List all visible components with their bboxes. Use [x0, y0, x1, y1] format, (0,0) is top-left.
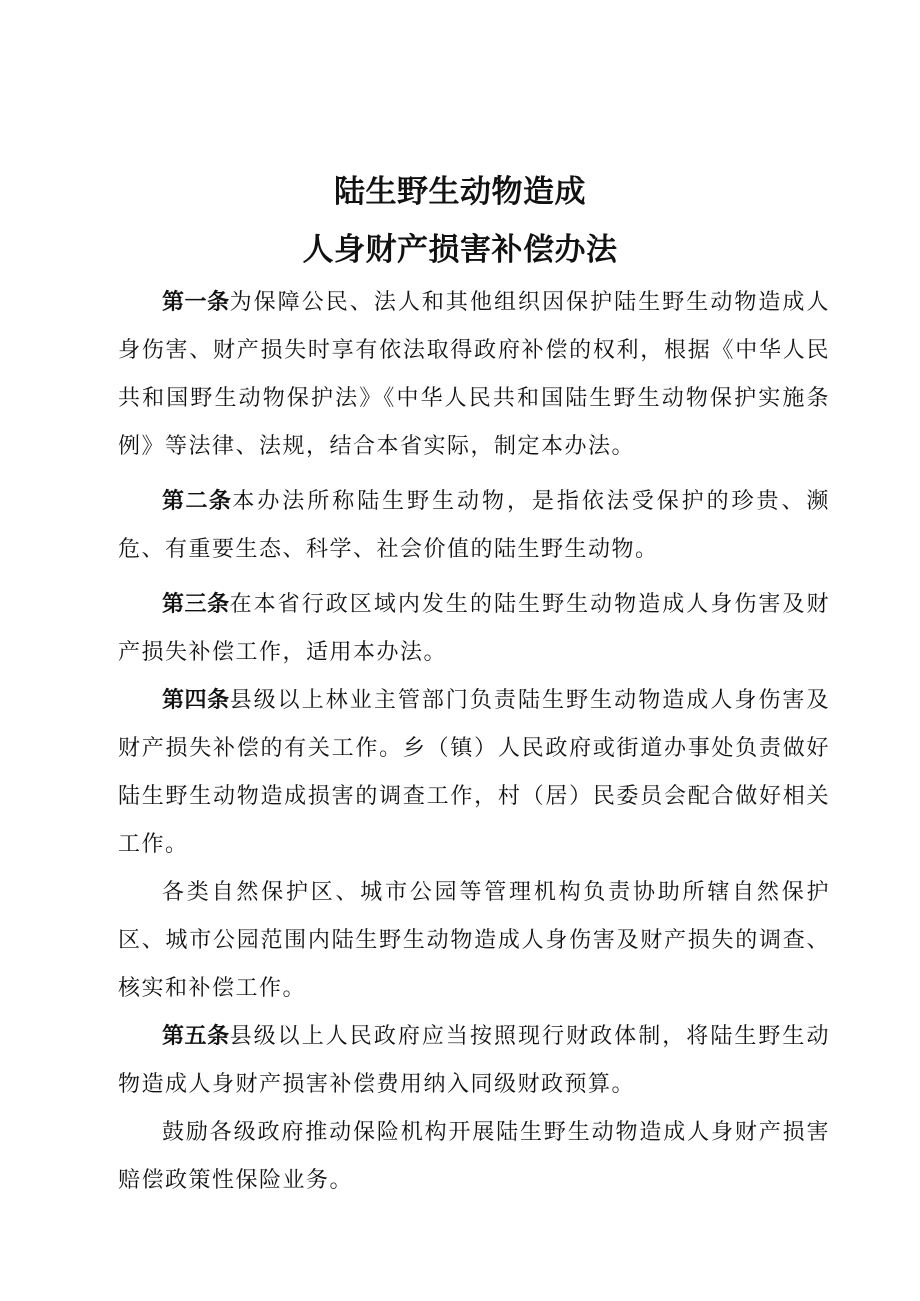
article-5-paragraph: [118, 1013, 830, 1109]
article-4-label: 第四条: [162, 688, 230, 713]
article-1-label: 第一条: [162, 290, 230, 315]
article-5-continuation-text: 鼓励各级政府推动保险机构开展陆生野生动物造成人身财产损害赔偿政策性保险业务。: [118, 1120, 830, 1193]
article-5-text: 县级以上人民政府应当按照现行财政体制，将陆生野生动物造成人身财产损害补偿费用纳入同级财政预算。: [118, 1024, 830, 1097]
article-4-continuation-paragraph: [118, 869, 830, 1013]
article-5-label: 第五条: [162, 1024, 230, 1049]
article-3-paragraph: [118, 581, 830, 677]
article-4-text: 县级以上林业主管部门负责陆生野生动物造成人身伤害及财产损失补偿的有关工作。乡（镇）人民政府或街道办事处负责做好陆生野生动物造成损害的调查工作，村（居）民委员会配合做好相关工作。: [118, 688, 830, 857]
article-4-paragraph: [118, 677, 830, 869]
article-1-text: 为保障公民、法人和其他组织因保护陆生野生动物造成人身伤害、财产损失时享有依法取得政府补偿的权利，根据《中华人民共和国野生动物保护法》《中华人民共和国陆生野生动物保护实施条例》等法律、法规，结合本省实际，制定本办法。: [118, 290, 830, 459]
article-1-paragraph: [118, 279, 830, 471]
article-3-label: 第三条: [162, 592, 230, 617]
article-2-text: 本办法所称陆生野生动物，是指依法受保护的珍贵、濒危、有重要生态、科学、社会价值的陆生野生动物。: [118, 489, 830, 562]
document-title-line-2: 人身财产损害补偿办法: [302, 232, 618, 268]
article-2-label: 第二条: [162, 489, 233, 514]
article-2-paragraph: [118, 478, 830, 574]
document-title-line-1: 陆生野生动物造成: [334, 174, 586, 210]
article-5-continuation-paragraph: [118, 1109, 830, 1205]
article-3-text: 在本省行政区域内发生的陆生野生动物造成人身伤害及财产损失补偿工作，适用本办法。: [118, 592, 830, 665]
article-4-continuation-text: 各类自然保护区、城市公园等管理机构负责协助所辖自然保护区、城市公园范围内陆生野生动物造成人身伤害及财产损失的调查、核实和补偿工作。: [118, 880, 830, 1001]
document-body: [118, 279, 830, 1205]
